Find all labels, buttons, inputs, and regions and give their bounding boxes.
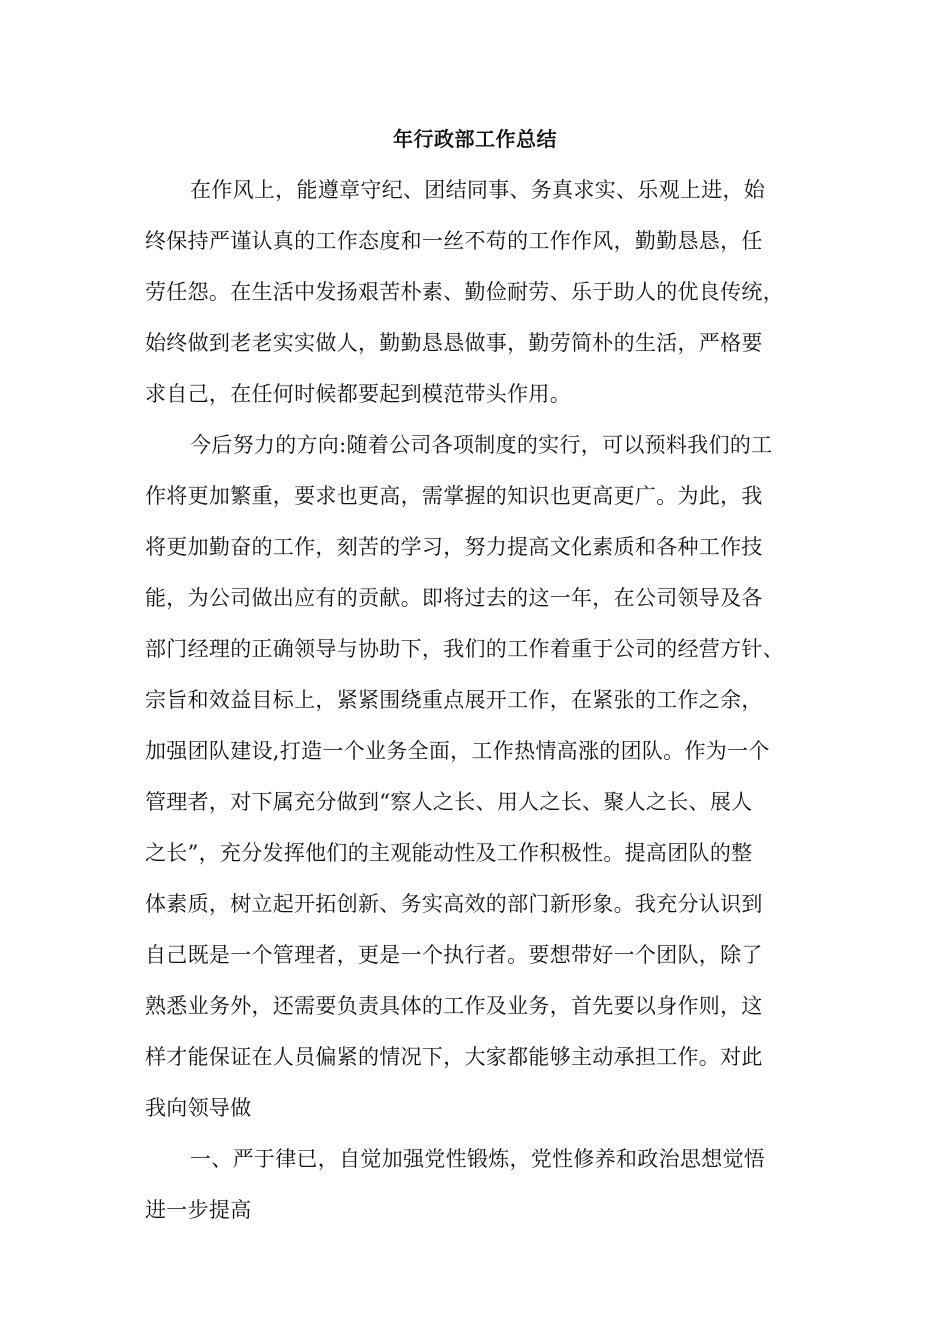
paragraph-1-line-1: 在作风上，能遵章守纪、团结同事、务真求实、乐观上进，始 — [190, 178, 766, 202]
paragraph-2-line-5: 部门经理的正确领导与协助下，我们的工作着重于公司的经营方针、 — [145, 637, 784, 661]
paragraph-2-line-6: 宗旨和效益目标上，紧紧围绕重点展开工作，在紧张的工作之余， — [145, 688, 763, 712]
paragraph-1-line-4: 始终做到老老实实做人，勤勤恳恳做事，勤劳简朴的生活，严格要 — [145, 331, 763, 355]
paragraph-2-line-7: 加强团队建设,打造一个业务全面，工作热情高涨的团队。作为一个 — [145, 739, 770, 763]
paragraph-3-line-2: 进一步提高 — [145, 1198, 252, 1222]
document-title: 年行政部工作总结 — [393, 127, 557, 151]
paragraph-3-line-1: 一、严于律已，自觉加强党性锻炼，党性修养和政治思想觉悟 — [190, 1147, 766, 1171]
paragraph-1-line-2: 终保持严谨认真的工作态度和一丝不苟的工作作风，勤勤恳恳，任 — [145, 229, 763, 253]
paragraph-1-line-5: 求自己，在任何时候都要起到模范带头作用。 — [145, 382, 571, 406]
paragraph-2-line-13: 样才能保证在人员偏紧的情况下，大家都能够主动承担工作。对此 — [145, 1045, 763, 1069]
paragraph-2-line-12: 熟悉业务外，还需要负责具体的工作及业务，首先要以身作则，这 — [145, 994, 763, 1018]
paragraph-2-line-4: 能，为公司做出应有的贡献。即将过去的这一年，在公司领导及各 — [145, 586, 763, 610]
paragraph-2-line-10: 体素质，树立起开拓创新、务实高效的部门新形象。我充分认识到 — [145, 892, 763, 916]
paragraph-2-line-1: 今后努力的方向:随着公司各项制度的实行，可以预料我们的工 — [190, 433, 773, 457]
paragraph-2-line-8: 管理者，对下属充分做到“察人之长、用人之长、聚人之长、展人 — [145, 790, 753, 814]
paragraph-1-line-3: 劳任怨。在生活中发扬艰苦朴素、勤俭耐劳、乐于助人的优良传统， — [145, 280, 784, 304]
paragraph-2-line-14: 我向领导做 — [145, 1096, 252, 1120]
paragraph-2-line-11: 自己既是一个管理者，更是一个执行者。要想带好一个团队，除了 — [145, 943, 763, 967]
paragraph-2-line-3: 将更加勤奋的工作，刻苦的学习，努力提高文化素质和各种工作技 — [145, 535, 763, 559]
paragraph-2-line-9: 之长”，充分发挥他们的主观能动性及工作积极性。提高团队的整 — [145, 841, 753, 865]
paragraph-2-line-2: 作将更加繁重，要求也更高，需掌握的知识也更高更广。为此，我 — [145, 484, 763, 508]
